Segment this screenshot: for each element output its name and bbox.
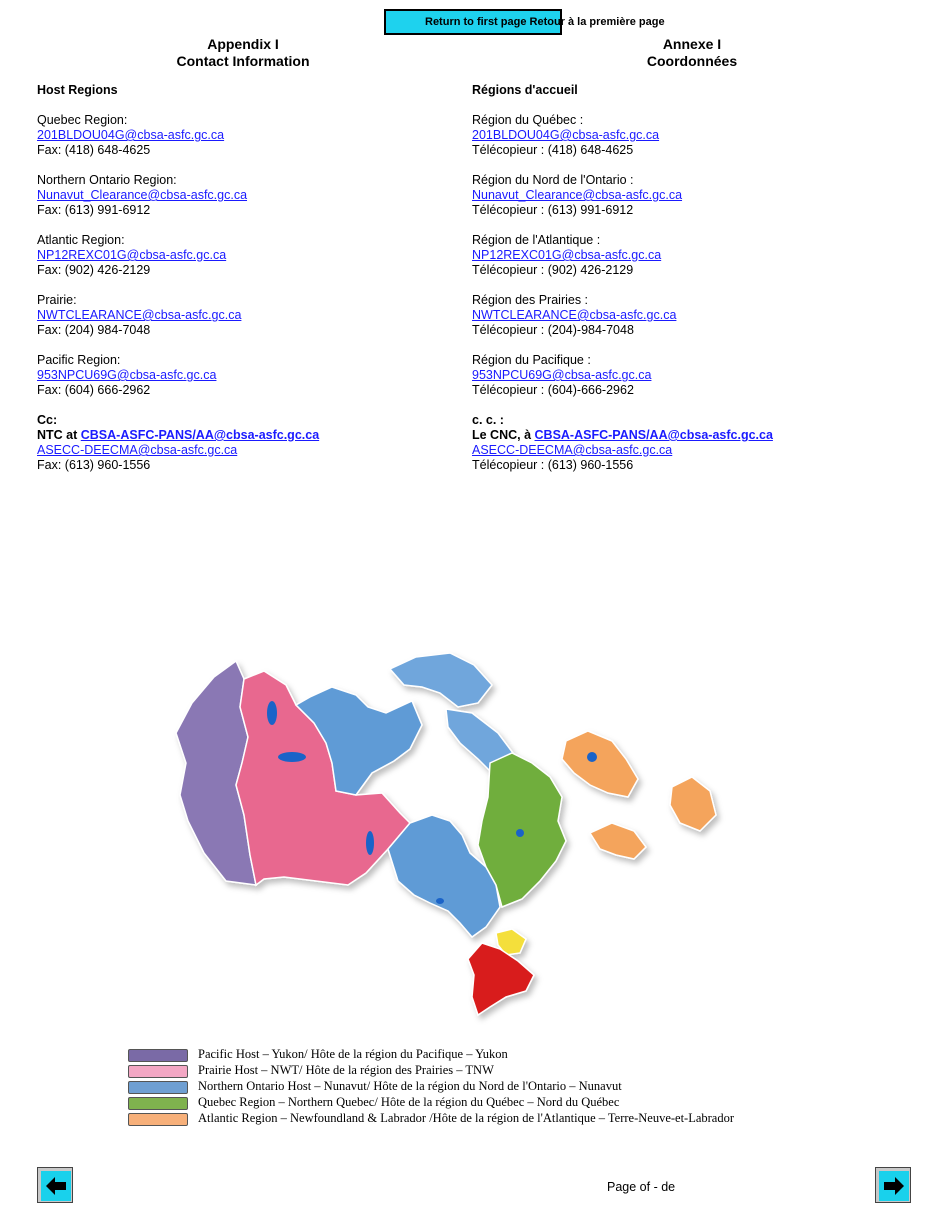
legend-swatch: [128, 1081, 188, 1094]
lake-shape: [267, 701, 277, 725]
ntc-prefix: NTC at: [37, 428, 81, 442]
french-heading: [592, 36, 792, 70]
region-email-link[interactable]: NWTCLEARANCE@cbsa-asfc.gc.ca: [472, 308, 677, 322]
region-name: Prairie:: [37, 293, 77, 307]
region-fax: Télécopieur : (204)-984-7048: [472, 323, 634, 337]
asecc-email-link[interactable]: ASECC-DEECMA@cbsa-asfc.gc.ca: [37, 443, 238, 457]
region-name: Région du Québec :: [472, 113, 584, 127]
pacific-region-contact: [37, 353, 457, 398]
ntc-email-link[interactable]: CBSA-ASFC-PANS/AA@cbsa-asfc.gc.ca: [80, 428, 320, 442]
legend-swatch: [128, 1049, 188, 1062]
region-name: Pacific Region:: [37, 353, 121, 367]
region-email-link[interactable]: NP12REXC01G@cbsa-asfc.gc.ca: [472, 248, 662, 262]
legend-label: Quebec Region – Northern Quebec/ Hôte de la région du Québec – Nord du Québec: [198, 1095, 620, 1109]
region-email-link[interactable]: 201BLDOU04G@cbsa-asfc.gc.ca: [472, 128, 660, 142]
legend-label: Pacific Host – Yukon/ Hôte de la région du Pacifique – Yukon: [198, 1047, 508, 1061]
region-fax: Télécopieur : (902) 426-2129: [472, 263, 634, 277]
french-contact-column: [472, 83, 892, 488]
coordonnees-title: Coordonnées: [646, 53, 738, 69]
page-number: Page of - de: [607, 1180, 676, 1194]
legend-swatch: [128, 1097, 188, 1110]
lake-shape: [436, 898, 444, 904]
asecc-email-link[interactable]: ASECC-DEECMA@cbsa-asfc.gc.ca: [472, 443, 673, 457]
atlantic-region-contact: [37, 233, 457, 278]
region-name: Atlantic Region:: [37, 233, 125, 247]
region-name: Région de l'Atlantique :: [472, 233, 601, 247]
cc-contact: [37, 413, 457, 473]
prairie-region-contact: [37, 293, 457, 338]
region-pacifique-contact: [472, 353, 892, 398]
region-nord-ontario-contact: [472, 173, 892, 218]
region-quebec-contact: [472, 113, 892, 158]
region-fax: Fax: (418) 648-4625: [37, 143, 151, 157]
legend-label: Northern Ontario Host – Nunavut/ Hôte de la région du Nord de l'Ontario – Nunavut: [198, 1079, 622, 1093]
region-email-link[interactable]: 953NPCU69G@cbsa-asfc.gc.ca: [37, 368, 217, 382]
annexe-title: Annexe I: [662, 36, 722, 52]
english-heading: [143, 36, 343, 70]
legend-swatch: [128, 1113, 188, 1126]
english-contact-column: [37, 83, 457, 488]
cc-label: Cc:: [37, 413, 58, 427]
arrow-left-icon: [41, 1171, 71, 1201]
cc-contact-fr: [472, 413, 892, 473]
cnc-email-link[interactable]: CBSA-ASFC-PANS/AA@cbsa-asfc.gc.ca: [534, 428, 773, 442]
next-page-button[interactable]: [875, 1167, 911, 1203]
region-email-link[interactable]: Nunavut_Clearance@cbsa-asfc.gc.ca: [37, 188, 248, 202]
regions-accueil-title: Régions d'accueil: [472, 83, 578, 97]
lake-shape: [516, 829, 524, 837]
region-email-link[interactable]: 201BLDOU04G@cbsa-asfc.gc.ca: [37, 128, 225, 142]
legend-label: Prairie Host – NWT/ Hôte de la région des Prairies – TNW: [198, 1063, 494, 1077]
northern-ontario-region-contact: [37, 173, 457, 218]
region-email-link[interactable]: NP12REXC01G@cbsa-asfc.gc.ca: [37, 248, 227, 262]
cnc-prefix: Le CNC, à: [472, 428, 535, 442]
region-name: Région du Nord de l'Ontario :: [472, 173, 634, 187]
region-fax: Fax: (204) 984-7048: [37, 323, 151, 337]
quebec-region-contact: [37, 113, 457, 158]
previous-page-button[interactable]: [37, 1167, 73, 1203]
lake-shape: [366, 831, 374, 855]
lake-shape: [587, 752, 597, 762]
region-prairies-contact: [472, 293, 892, 338]
region-fax: Télécopieur : (418) 648-4625: [472, 143, 634, 157]
return-to-first-page-button[interactable]: Return to first page Retour à la première page: [384, 9, 562, 35]
region-email-link[interactable]: NWTCLEARANCE@cbsa-asfc.gc.ca: [37, 308, 242, 322]
contact-information-title: Contact Information: [176, 53, 310, 69]
legend-swatch: [128, 1065, 188, 1078]
lake-shape: [278, 752, 306, 762]
region-atlantique-contact: [472, 233, 892, 278]
cc-fax: Fax: (613) 960-1556: [37, 458, 151, 472]
red-region-shape: [468, 943, 534, 1015]
legend-label: Atlantic Region – Newfoundland & Labrador /Hôte de la région de l'Atlantique – Terre-Neuve-et-Labrador: [198, 1111, 735, 1125]
region-name: Northern Ontario Region:: [37, 173, 177, 187]
canada-regions-map: [160, 645, 730, 1025]
region-fax: Télécopieur : (604)-666-2962: [472, 383, 634, 397]
region-name: Région des Prairies :: [472, 293, 589, 307]
host-regions-title: Host Regions: [37, 83, 118, 97]
arctic-islands-shape: [390, 653, 492, 707]
region-fax: Fax: (604) 666-2962: [37, 383, 151, 397]
newfoundland-shape: [670, 777, 716, 831]
labrador-shape: [562, 731, 638, 797]
region-name: Région du Pacifique :: [472, 353, 591, 367]
region-fax: Télécopieur : (613) 991-6912: [472, 203, 634, 217]
cc-fax: Télécopieur : (613) 960-1556: [472, 458, 634, 472]
region-email-link[interactable]: 953NPCU69G@cbsa-asfc.gc.ca: [472, 368, 652, 382]
region-fax: Fax: (902) 426-2129: [37, 263, 151, 277]
arrow-right-icon: [879, 1171, 909, 1201]
region-fax: Fax: (613) 991-6912: [37, 203, 151, 217]
region-name: Quebec Region:: [37, 113, 128, 127]
maritimes-shape: [590, 823, 646, 859]
region-email-link[interactable]: Nunavut_Clearance@cbsa-asfc.gc.ca: [472, 188, 683, 202]
appendix-title: Appendix I: [207, 36, 279, 52]
cc-label: c. c. :: [472, 413, 504, 427]
